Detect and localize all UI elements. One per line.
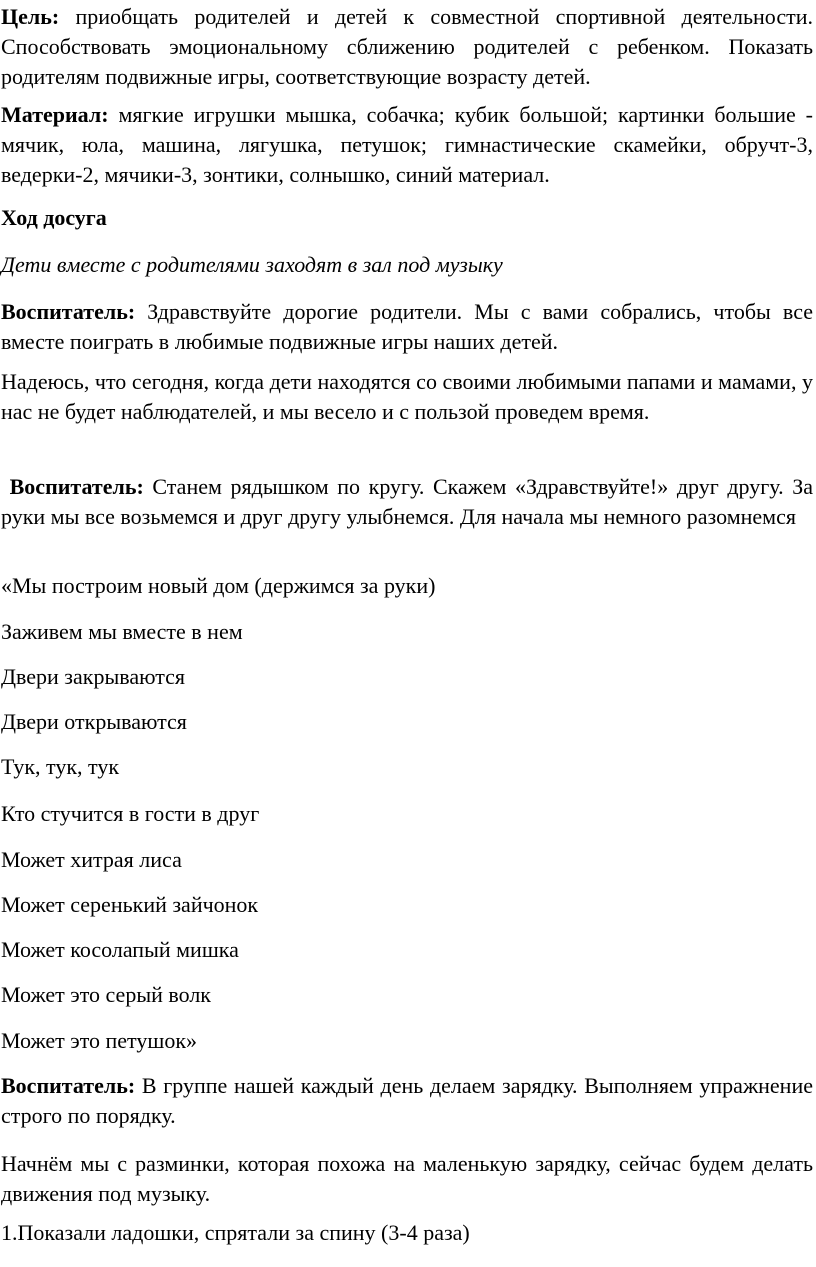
teacher-speech-circle bbox=[1, 472, 813, 532]
speech-text: Станем рядышком по кругу. Скажем «Здравствуйте!» друг другу. За руки мы все возьмемся и друг другу улыбнемся. Для начала мы немного разомнемся bbox=[1, 474, 813, 529]
exercise-item-1: 1.Показали ладошки, спрятали за спину (3-4 раза) bbox=[1, 1220, 470, 1245]
poem-line: Может косолапый мишка bbox=[1, 937, 239, 962]
material-text: мягкие игрушки мышка, собачка; кубик большой; картинки большие - мячик, юла, машина, лягушка, петушок; гимнастические скамейки, обручт-3, ведерки-2, мячики-3, зонтики, солнышко, синий материал. bbox=[1, 102, 813, 187]
speaker-label: Воспитатель: bbox=[9, 474, 144, 499]
poem-line: Может это серый волк bbox=[1, 982, 211, 1007]
poem-line: Двери закрываются bbox=[1, 664, 186, 689]
poem-line: Может серенький зайчонок bbox=[1, 892, 259, 917]
poem-line: Может это петушок» bbox=[1, 1028, 198, 1053]
poem-line: Заживем мы вместе в нем bbox=[1, 619, 243, 644]
goal-text: приобщать родителей и детей к совместной спортивной деятельности. Способствовать эмоциональному сближению родителей с ребенком. Показать родителям подвижные игры, соответствующие возрасту детей. bbox=[1, 4, 813, 89]
speaker-label: Воспитатель: bbox=[1, 299, 136, 324]
poem-line: Тук, тук, тук bbox=[1, 754, 120, 779]
stage-direction: Дети вместе с родителями заходят в зал под музыку bbox=[1, 252, 503, 277]
teacher-speech-exercise bbox=[1, 1071, 813, 1131]
speech-text: В группе нашей каждый день делаем зарядку. Выполняем упражнение строго по порядку. bbox=[1, 1073, 813, 1128]
section-heading: Ход досуга bbox=[1, 205, 107, 230]
speech-text: Здравствуйте дорогие родители. Мы с вами собрались, чтобы все вместе поиграть в любимые подвижные игры наших детей. bbox=[1, 299, 813, 354]
paragraph-warmup: Начнём мы с разминки, которая похожа на маленькую зарядку, сейчас будем делать движения под музыку. bbox=[1, 1151, 813, 1206]
poem-line: «Мы построим новый дом (держимся за руки) bbox=[1, 573, 436, 598]
goal-label: Цель: bbox=[1, 4, 60, 29]
poem-line: Кто стучится в гости в друг bbox=[1, 801, 260, 826]
speaker-label: Воспитатель: bbox=[1, 1073, 136, 1098]
poem-line: Двери открываются bbox=[1, 709, 187, 734]
teacher-speech-greeting bbox=[1, 297, 813, 357]
material-label: Материал: bbox=[1, 102, 109, 127]
material-paragraph bbox=[1, 100, 813, 190]
goal-paragraph bbox=[1, 2, 813, 92]
poem-line: Может хитрая лиса bbox=[1, 847, 182, 872]
paragraph-hope: Надеюсь, что сегодня, когда дети находятся со своими любимыми папами и мамами, у нас не будет наблюдателей, и мы весело и с пользой проведем время. bbox=[1, 369, 813, 424]
